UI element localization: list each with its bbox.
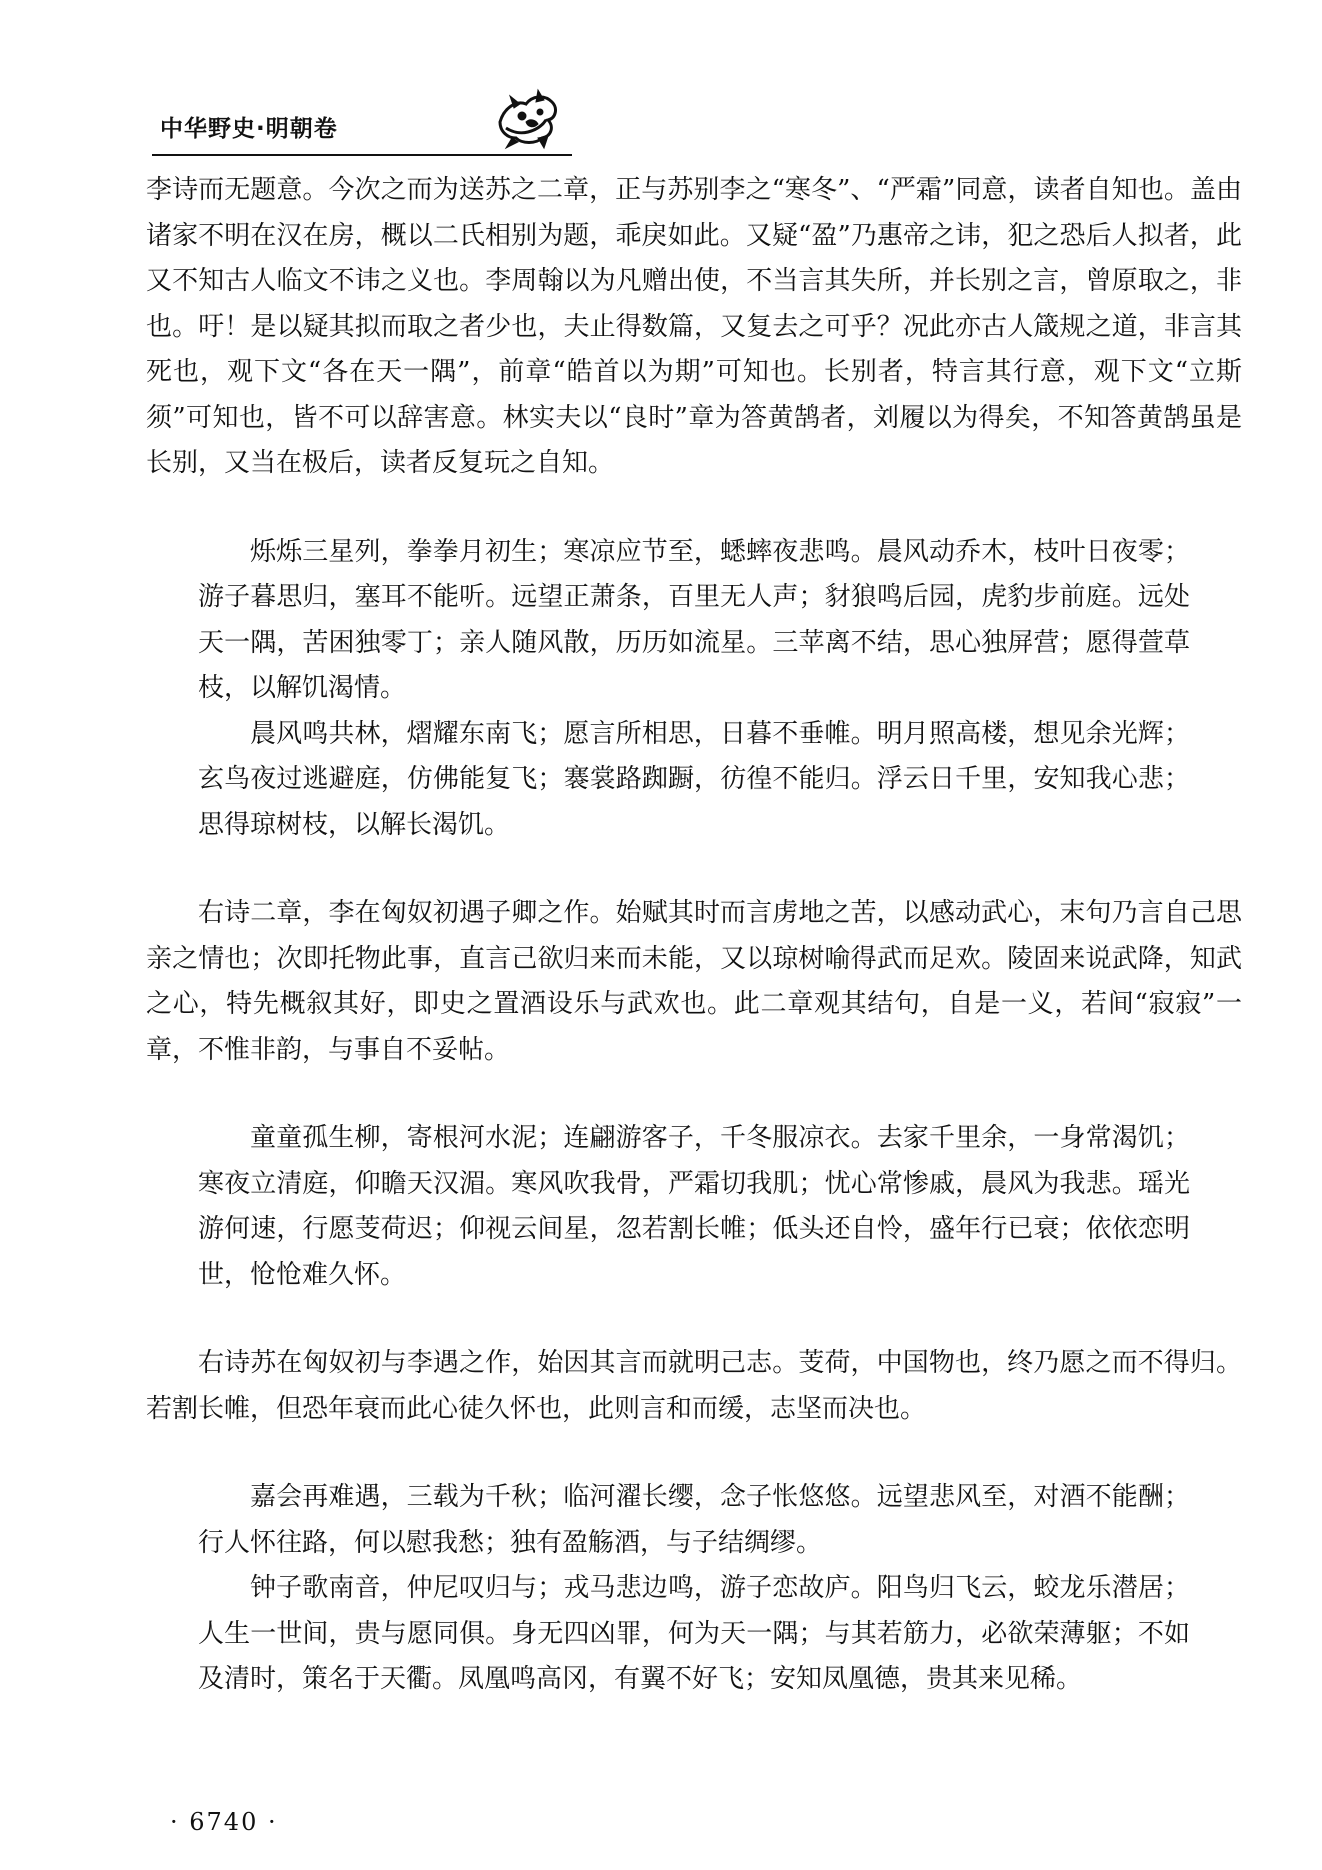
verse-stanza: 嘉会再难遇，三载为千秋；临河濯长缨，念子怅悠悠。远望悲风至，对酒不能酬；行人怀往路，何以慰我愁；独有盈觞酒，与子结绸缪。 (198, 1482, 1190, 1558)
prose-paragraph: 右诗苏在匈奴初与李遇之作，始因其言而就明己志。芰荷，中国物也，终乃愿之而不得归。若割长帷，但恐年衰而此心徒久怀也，此则言和而缓，志坚而决也。 (146, 1348, 1242, 1424)
verse-stanza: 晨风鸣共林，熠耀东南飞；愿言所相思，日暮不垂帷。明月照高楼，想见余光辉；玄鸟夜过逃避庭，仿佛能复飞；褰裳路踟蹰，彷徨不能归。浮云日千里，安知我心悲；思得琼树枝，以解长渴饥。 (198, 718, 1190, 840)
header-rule (152, 154, 572, 156)
prose-paragraph: 右诗二章，李在匈奴初遇子卿之作。始赋其时而言虏地之苦，以感动武心，末句乃言自己思亲之情也；次即托物此事，直言己欲归来而未能，又以琼树喻得武而足欢。陵固来说武降，知武之心，特先概叙其好，即史之置酒设乐与武欢也。此二章观其结句，自是一义，若间“寂寂”一章，不惟非韵，与事自不妥帖。 (146, 898, 1242, 1065)
page-body (146, 168, 1242, 1703)
prose-paragraph: 李诗而无题意。今次之而为送苏之二章，正与苏别李之“寒冬”、“严霜”同意，读者自知也。盖由诸家不明在汉在房，概以二氏相别为题，乖戾如此。又疑“盈”乃惠帝之讳，犯之恐后人拟者，此又不知古人临文不讳之义也。李周翰以为凡赠出使，不当言其失所，并长别之言，曾原取之，非也。吁！是以疑其拟而取之者少也，夫止得数篇，又复去之可乎？况此亦古人箴规之道，非言其死也，观下文“各在天一隅”，前章“皓首以为期”可知也。长别者，特言其行意，观下文“立斯须”可知也，皆不可以辞害意。林实夫以“良时”章为答黄鹄者，刘履以为得矣，不知答黄鹄虽是长别，又当在极后，读者反复玩之自知。 (146, 175, 1242, 478)
dragon-emblem-icon (492, 88, 564, 150)
verse-stanza: 童童孤生柳，寄根河水泥；连翩游客子，千冬服凉衣。去家千里余，一身常渴饥；寒夜立清庭，仰瞻天汉湄。寒风吹我骨，严霜切我肌；忧心常惨戚，晨风为我悲。瑶光游何速，行愿芰荷迟；仰视云间星，忽若割长帷；低头还自怜，盛年行已衰；依依恋明世，怆怆难久怀。 (198, 1123, 1190, 1290)
verse-stanza: 烁烁三星列，拳拳月初生；寒凉应节至，蟋蟀夜悲鸣。晨风动乔木，枝叶日夜零；游子暮思归，塞耳不能听。远望正萧条，百里无人声；豺狼鸣后园，虎豹步前庭。远处天一隅，苦困独零丁；亲人随风散，历历如流星。三苹离不结，思心独屏营；愿得萱草枝，以解饥渴情。 (198, 536, 1190, 703)
book-title: 中华野史·明朝卷 (160, 116, 338, 142)
verse-stanza: 钟子歌南音，仲尼叹归与；戎马悲边鸣，游子恋故庐。阳鸟归飞云，蛟龙乐潜居；人生一世间，贵与愿同俱。身无四凶罪，何为天一隅；与其若筋力，必欲荣薄躯；不如及清时，策名于天衢。凤凰鸣高冈，有翼不好飞；安知凤凰德，贵其来见稀。 (198, 1573, 1190, 1694)
running-header (152, 88, 572, 158)
page-number: · 6740 · (170, 1808, 278, 1836)
